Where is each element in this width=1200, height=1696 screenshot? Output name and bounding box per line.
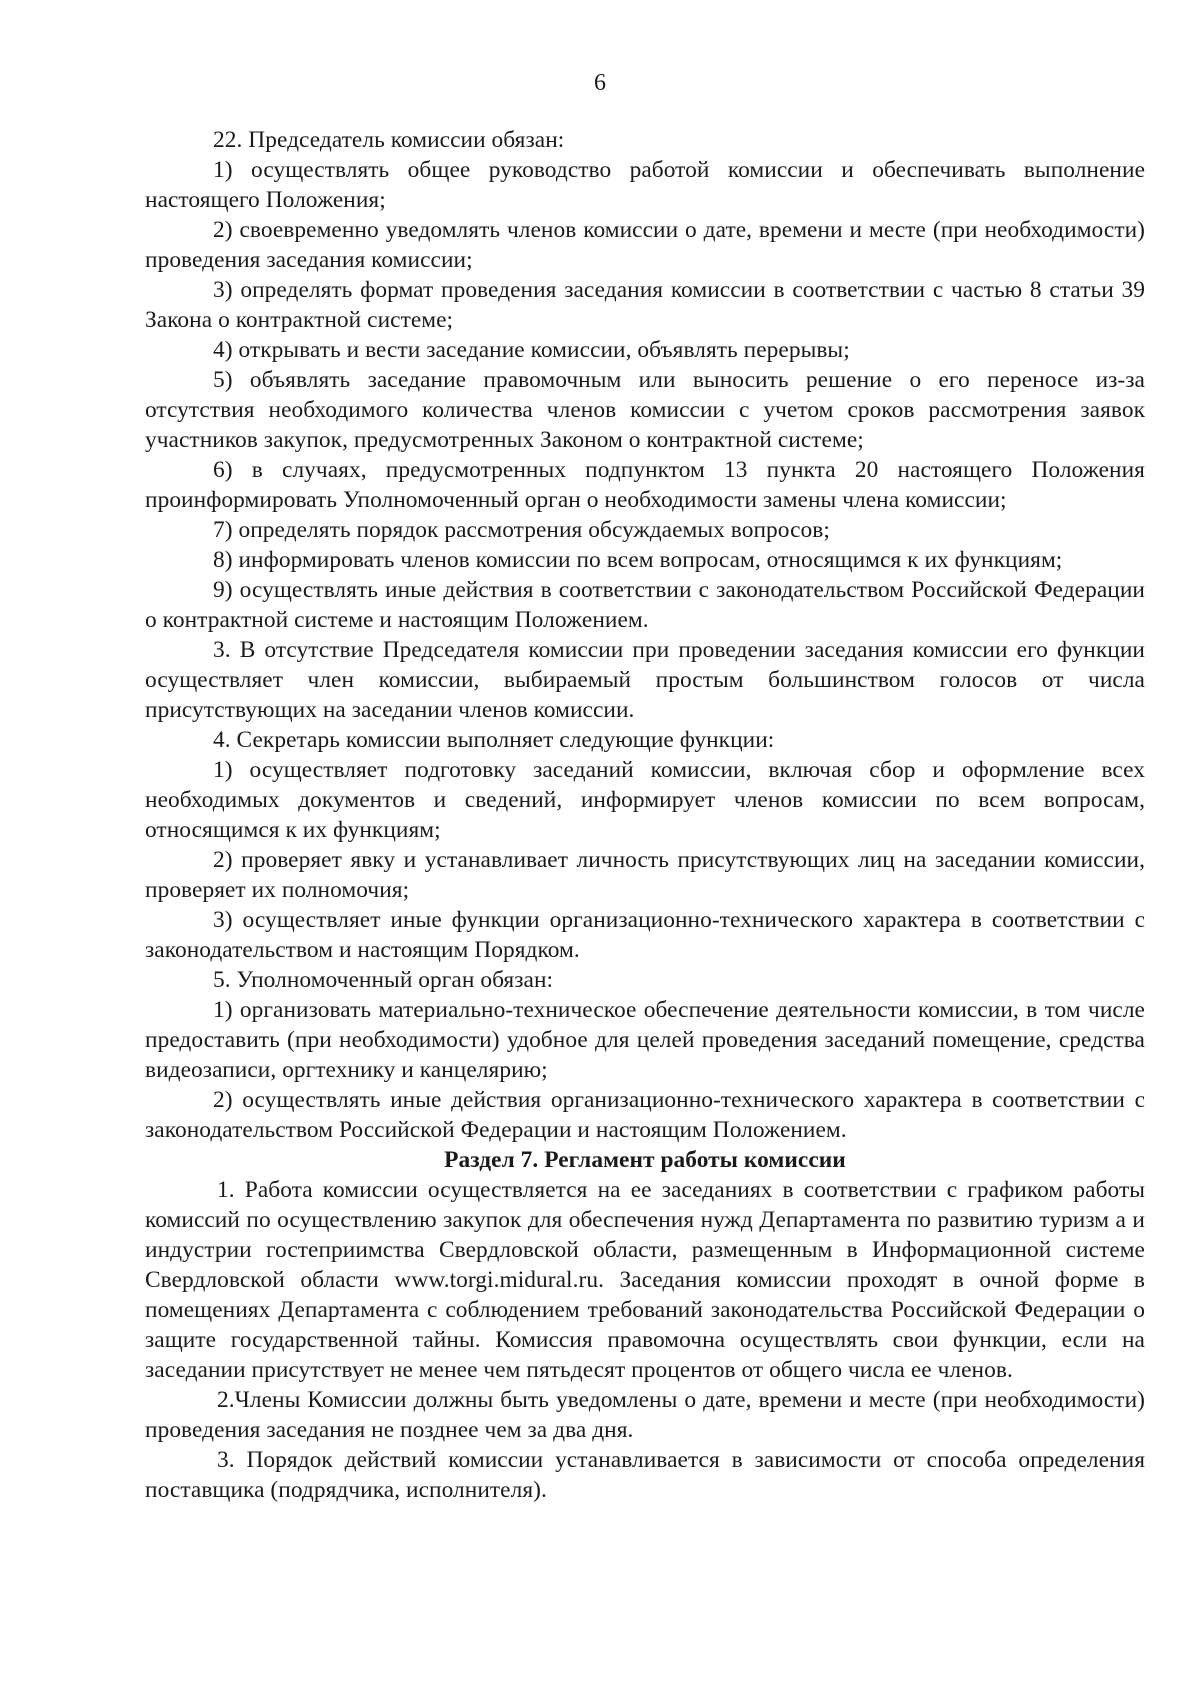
paragraph: 22. Председатель комиссии обязан:	[213, 127, 565, 153]
paragraph: 2) осуществлять иные действия организационно-технического характера в соответствии с законодательством Российской Федерации и настоящим Положением.	[145, 1087, 1145, 1143]
paragraph: 6) в случаях, предусмотренных подпунктом 13 пункта 20 настоящего Положения проинформировать Уполномоченный орган о необходимости замены члена комиссии;	[145, 457, 1145, 513]
paragraph: 3) определять формат проведения заседания комиссии в соответствии с частью 8 статьи 39 Закона о контрактной системе;	[145, 277, 1145, 333]
paragraph: 2.Члены Комиссии должны быть уведомлены о дате, времени и месте (при необходимости) проведения заседания не позднее чем за два дня.	[145, 1387, 1145, 1443]
paragraph: 4) открывать и вести заседание комиссии, объявлять перерывы;	[213, 337, 850, 363]
paragraph: 4. Секретарь комиссии выполняет следующие функции:	[213, 727, 775, 753]
paragraph: 3. В отсутствие Председателя комиссии при проведении заседания комиссии его функции осуществляет член комиссии, выбираемый простым большинством голосов от числа присутствующих на заседании членов комиссии.	[145, 637, 1145, 723]
document-body	[145, 125, 1145, 1505]
paragraph: 3) осуществляет иные функции организационно-технического характера в соответствии с законодательством и настоящим Порядком.	[145, 907, 1145, 963]
paragraph: 8) информировать членов комиссии по всем вопросам, относящимся к их функциям;	[213, 547, 1063, 573]
section-heading: Раздел 7. Регламент работы комиссии	[444, 1147, 846, 1173]
paragraph: 1) осуществлять общее руководство работой комиссии и обеспечивать выполнение настоящего Положения;	[145, 157, 1145, 213]
paragraph: 7) определять порядок рассмотрения обсуждаемых вопросов;	[213, 517, 830, 543]
paragraph: 3. Порядок действий комиссии устанавливается в зависимости от способа определения поставщика (подрядчика, исполнителя).	[145, 1447, 1145, 1503]
paragraph: 5) объявлять заседание правомочным или выносить решение о его переносе из-за отсутствия необходимого количества членов комиссии с учетом сроков рассмотрения заявок участников закупок, предусмотренных Законом о контрактной системе;	[145, 367, 1145, 453]
paragraph: 1) осуществляет подготовку заседаний комиссии, включая сбор и оформление всех необходимых документов и сведений, информирует членов комиссии по всем вопросам, относящимся к их функциям;	[145, 757, 1145, 843]
paragraph: 5. Уполномоченный орган обязан:	[213, 967, 554, 993]
paragraph: 2) своевременно уведомлять членов комиссии о дате, времени и месте (при необходимости) проведения заседания комиссии;	[145, 217, 1145, 273]
page-number: 6	[594, 70, 606, 96]
paragraph: 2) проверяет явку и устанавливает личность присутствующих лиц на заседании комиссии, проверяет их полномочия;	[145, 847, 1145, 903]
paragraph: 9) осуществлять иные действия в соответствии с законодательством Российской Федерации о контрактной системе и настоящим Положением.	[145, 577, 1145, 633]
paragraph: 1) организовать материально-техническое обеспечение деятельности комиссии, в том числе предоставить (при необходимости) удобное для целей проведения заседаний помещение, средства видеозаписи, оргтехнику и канцелярию;	[145, 997, 1145, 1083]
paragraph: 1. Работа комиссии осуществляется на ее заседаниях в соответствии с графиком работы комиссий по осуществлению закупок для обеспечения нужд Департамента по развитию туризм а и индустрии гостеприимства Свердловской области, размещенным в Информационной системе Свердловской области www.torgi.midural.ru. Заседания комиссии проходят в очной форме в помещениях Департамента с соблюдением требований законодательства Российской Федерации о защите государственной тайны. Комиссия правомочна осуществлять свои функции, если на заседании присутствует не менее чем пятьдесят процентов от общего числа ее членов.	[145, 1177, 1145, 1383]
